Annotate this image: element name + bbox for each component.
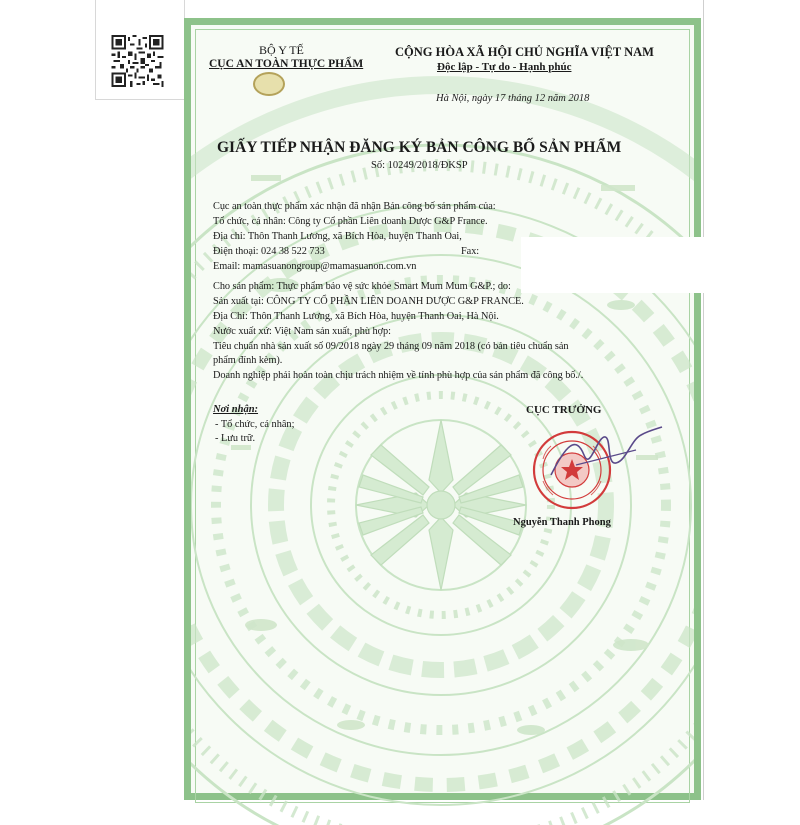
redaction-box [521,237,711,293]
nation-line-1: CỘNG HÒA XÃ HỘI CHỦ NGHĨA VIỆT NAM [395,45,654,59]
responsibility-text: Doanh nghiệp phải hoàn toàn chịu trách nhiệm về tính phù hợp của sản phẩm đã công bố./. [213,370,584,381]
page-edge-line [703,0,704,800]
standard-line-2: phẩm đính kèm). [213,355,283,366]
recipients-title: Nơi nhận: [213,404,259,415]
fax-label: Fax: [461,246,480,257]
maker-text: Sản xuất tại: CÔNG TY CỔ PHẦN LIÊN DOANH DƯỢC G&P FRANCE. [213,296,524,307]
standard-line-1: Tiêu chuẩn nhà sản xuất số 09/2018 ngày 29 tháng 09 năm 2018 (có bản tiêu chuẩn sản [213,341,569,352]
agency-logo-icon [253,72,285,96]
signature-icon [546,425,666,485]
document-number: Số: 10249/2018/ĐKSP [371,160,468,171]
phone-text: Điện thoại: 024 38 522 733 [213,246,325,257]
nation-line-2: Độc lập - Tự do - Hạnh phúc [437,61,572,73]
certificate [184,18,701,800]
origin-text: Nước xuất xứ: Việt Nam sản xuất, phù hợp: [213,326,391,337]
org-text: Tổ chức, cá nhân: Công ty Cổ phần Liên doanh Dược G&P France. [213,216,488,227]
agency-line-1: BỘ Y TẾ [259,43,304,57]
agency-line-2: CỤC AN TOÀN THỰC PHẨM [209,58,364,70]
email-text: Email: mamasuanongroup@mamasuanon.com.vn [213,261,417,272]
signer-name: Nguyễn Thanh Phong [513,517,611,528]
qr-code-icon [110,35,165,87]
address-text: Địa chỉ: Thôn Thanh Lương, xã Bích Hòa, huyện Thanh Oai, [213,231,462,242]
qr-card [95,0,185,100]
maker-address-text: Địa Chỉ: Thôn Thanh Lương, xã Bích Hòa, huyện Thanh Oai, Hà Nội. [213,311,499,322]
recipient-2: - Lưu trữ. [215,433,256,444]
signer-title: CỤC TRƯỞNG [526,404,602,416]
place-date: Hà Nội, ngày 17 tháng 12 năm 2018 [436,93,590,104]
product-text: Cho sản phẩm: Thực phẩm bảo vệ sức khỏe Smart Mum Mum G&P.; do: [213,281,511,292]
recipient-1: - Tổ chức, cá nhân; [215,419,295,430]
document-title: GIẤY TIẾP NHẬN ĐĂNG KÝ BẢN CÔNG BỐ SẢN PHẨM [217,139,622,156]
intro-text: Cục an toàn thực phẩm xác nhận đã nhận Bản công bố sản phẩm của: [213,201,496,212]
